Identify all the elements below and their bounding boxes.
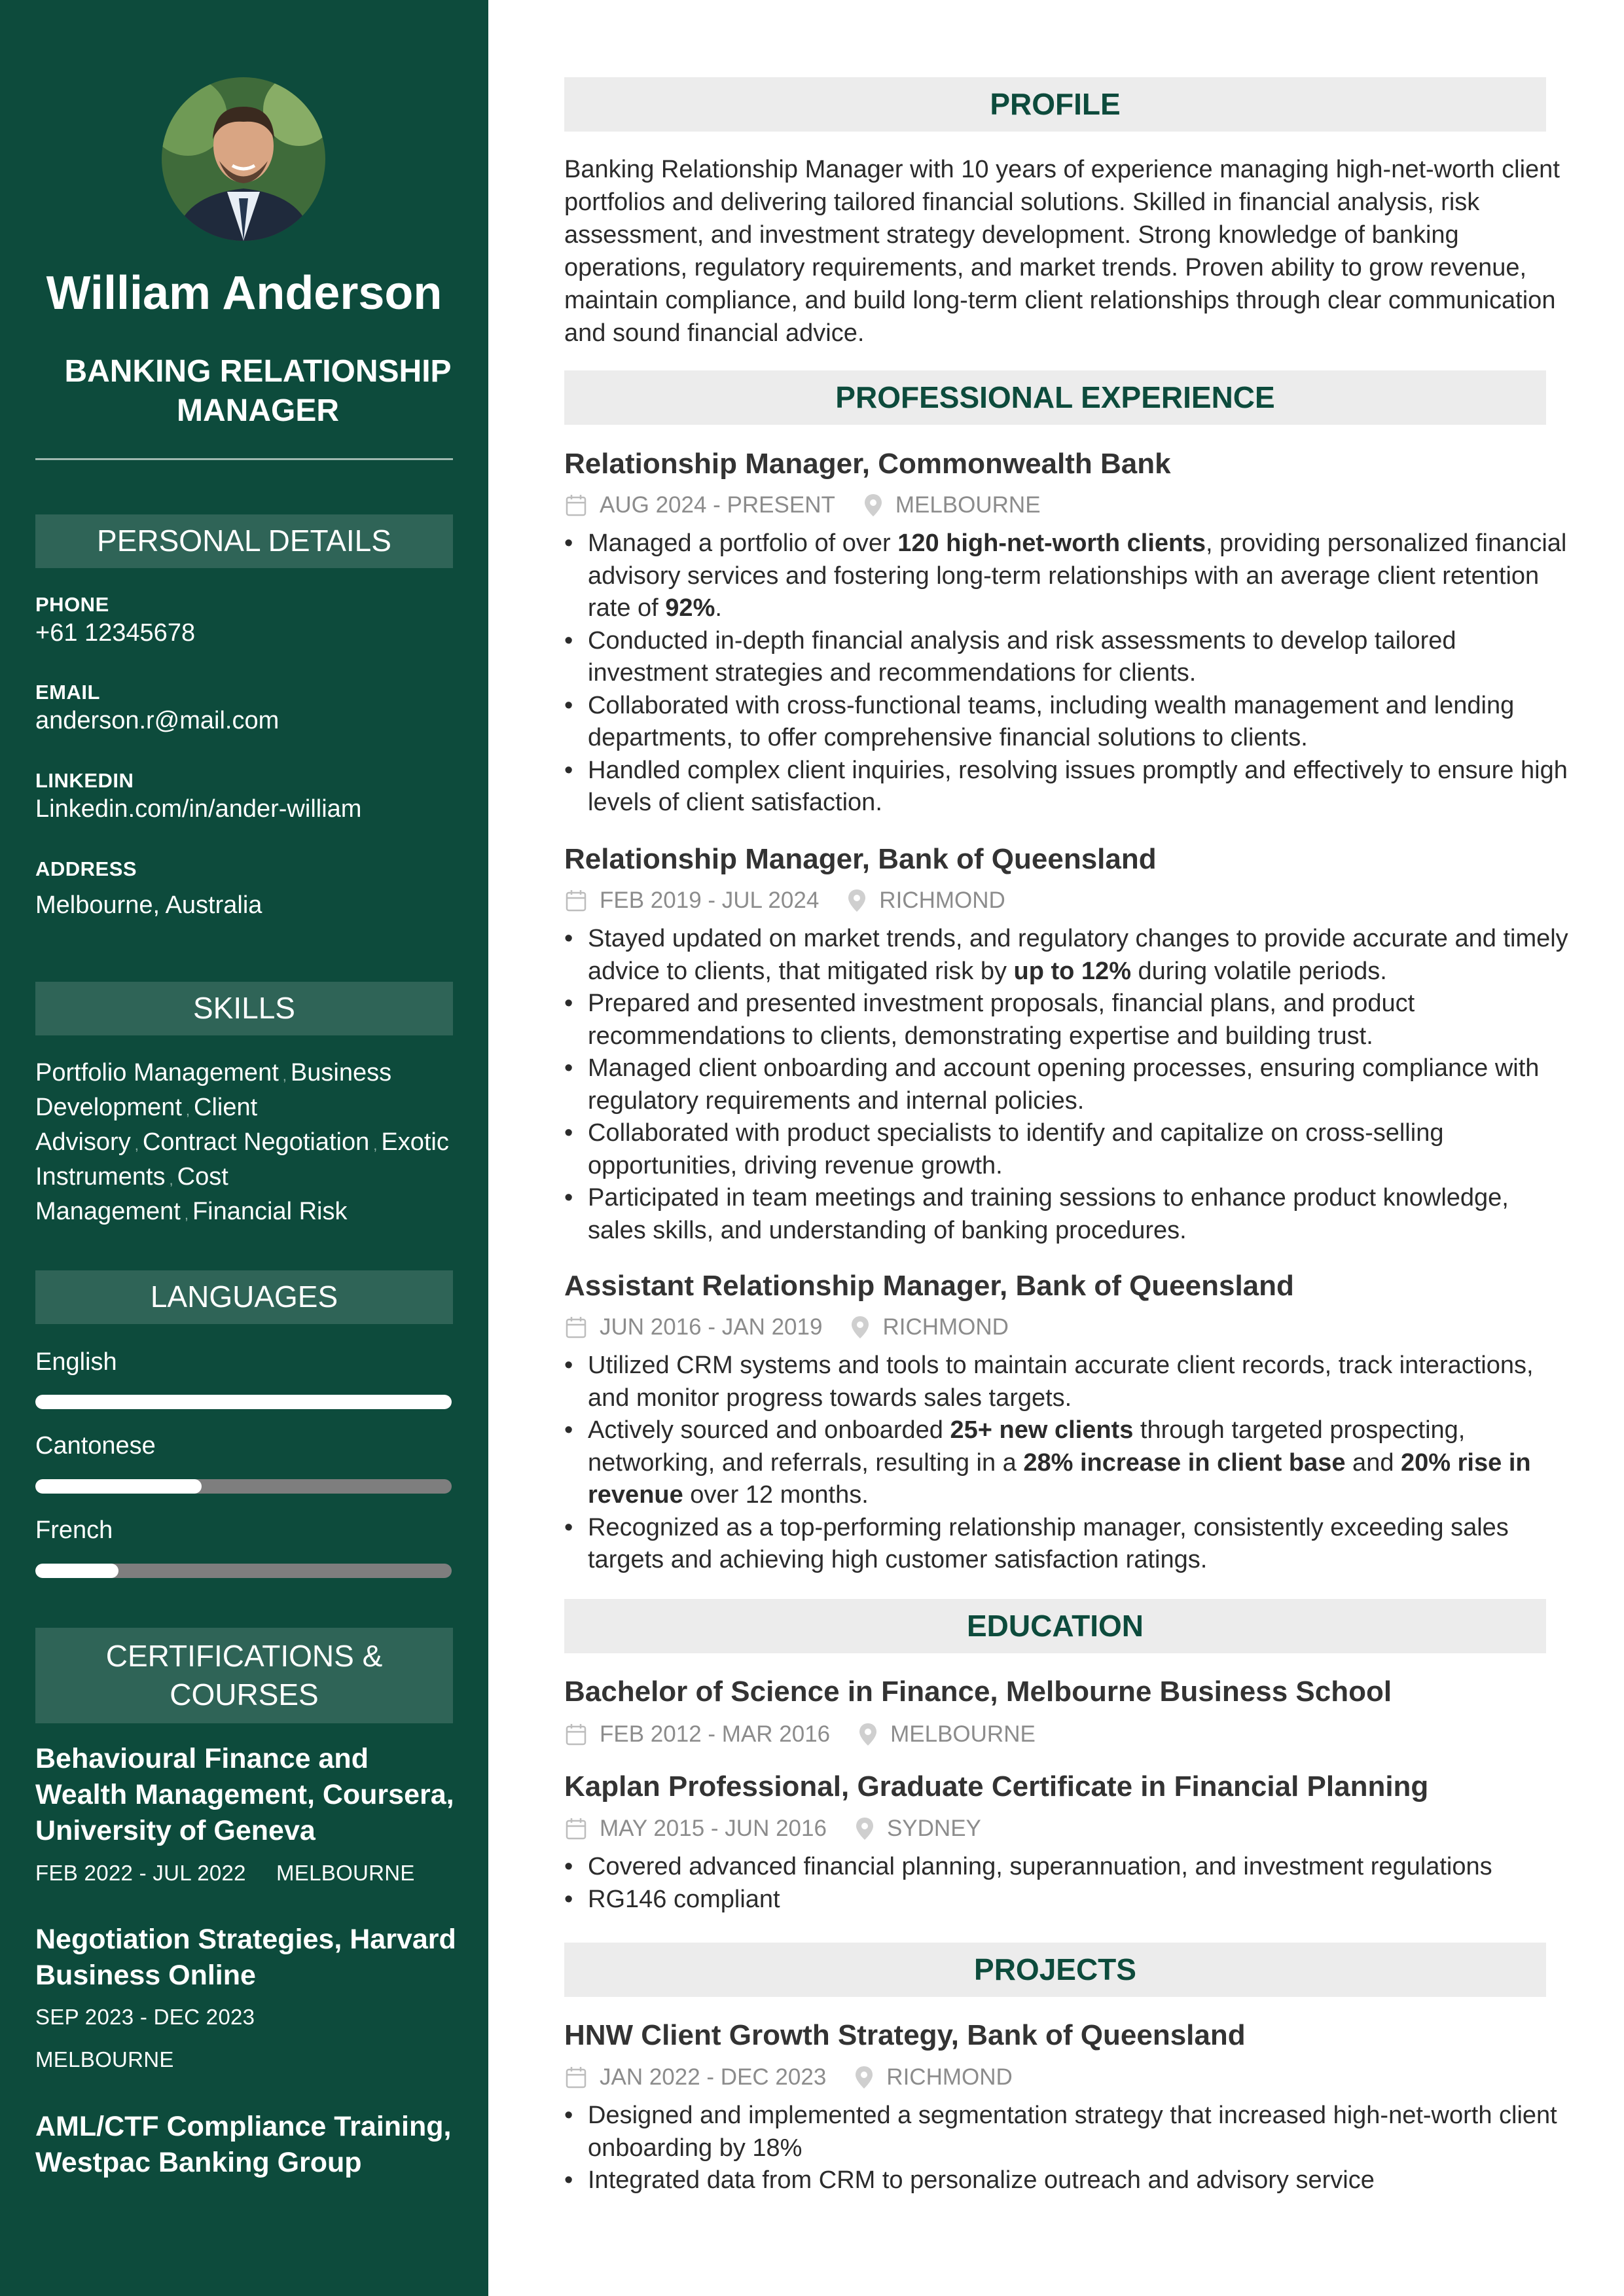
job-location: MELBOURNE — [895, 492, 1041, 518]
job-meta — [566, 492, 1041, 518]
profile-heading: PROFILE — [564, 77, 1546, 132]
job-bullets — [564, 528, 1572, 819]
skill-separator: , — [184, 1206, 189, 1223]
skill-item: Client Advisory — [35, 1094, 258, 1156]
projects-heading: PROJECTS — [564, 1943, 1546, 1997]
bullet-item: • Covered advanced financial planning, superannuation, and investment regulations — [564, 1851, 1572, 1884]
bullet-item: • Actively sourced and onboarded 25+ new clients through targeted prospecting, networking, and referrals, resulting in a 28% increase in client base and 20% rise in revenue over 12 months. — [564, 1414, 1572, 1512]
certifications-heading: CERTIFICATIONS & COURSES — [35, 1628, 453, 1723]
location-pin-icon — [864, 493, 882, 517]
skill-item: Contract Negotiation — [142, 1128, 370, 1156]
sidebar — [0, 0, 488, 2296]
person-title: BANKING RELATIONSHIP MANAGER — [64, 354, 452, 429]
phone-label: PHONE — [35, 593, 109, 616]
bullet-item: • Collaborated with cross-functional teams, including wealth management and lending departments, to offer comprehensive financial solutions to clients. — [564, 690, 1572, 755]
location-pin-icon — [856, 1817, 874, 1840]
address-label: ADDRESS — [35, 857, 137, 880]
bullet-item: • Utilized CRM systems and tools to maintain accurate client records, track interactions, and monitor progress towards sales targets. — [564, 1350, 1572, 1414]
profile-summary: Banking Relationship Manager with 10 years of experience managing high-net-worth client portfolios and delivering tailored financial solutions. Skilled in financial analysis, risk assessment, and investment strategy development. Strong knowledge of banking operations, regulatory requirements, and market trends. Proven ability to grow revenue, maintain compliance, and build long-term client relationships through clear communication and sound financial advice. — [564, 156, 1560, 347]
bullet-item: • Designed and implemented a segmentation strategy that increased high-net-worth client onboarding by 18% — [564, 2100, 1572, 2164]
bullet-item: • Conducted in-depth financial analysis and risk assessments to develop tailored investment strategies and recommendations for clients. — [564, 625, 1572, 690]
job-dates: FEB 2019 - JUL 2024 — [600, 888, 820, 913]
bold-highlight: 20% rise in revenue — [588, 1448, 1531, 1509]
education-title: Bachelor of Science in Finance, Melbourne Business School — [564, 1676, 1392, 1708]
location-pin-icon — [851, 1316, 869, 1339]
education-dates: FEB 2012 - MAR 2016 — [600, 1721, 831, 1747]
job-location: RICHMOND — [882, 1314, 1009, 1340]
language-level-fill — [35, 1479, 202, 1494]
job-bullets — [564, 1350, 1572, 1577]
divider — [35, 458, 453, 460]
education-location: MELBOURNE — [890, 1721, 1036, 1747]
skill-separator: , — [185, 1102, 190, 1119]
phone-value: +61 12345678 — [35, 619, 196, 647]
linkedin-label: LINKEDIN — [35, 769, 134, 792]
skill-item: Exotic Instruments — [35, 1128, 449, 1191]
project-dates: JAN 2022 - DEC 2023 — [600, 2064, 827, 2090]
bold-highlight: 25+ new clients — [950, 1416, 1134, 1444]
bullet-item: • Managed client onboarding and account opening processes, ensuring compliance with regulatory requirements and internal policies. — [564, 1052, 1572, 1117]
language-level-bar — [35, 1395, 452, 1409]
bold-highlight: 120 high-net-worth clients — [897, 529, 1206, 557]
skill-item: Financial Risk — [192, 1198, 348, 1225]
bullet-item: • Managed a portfolio of over 120 high-net-worth clients, providing personalized financial advisory services and fostering long-term relationships with an average client retention rate of 92%. — [564, 528, 1572, 625]
bullet-item: • Collaborated with product specialists to identify and capitalize on cross-selling opportunities, driving revenue growth. — [564, 1117, 1572, 1182]
education-dates: MAY 2015 - JUN 2016 — [600, 1816, 827, 1841]
job-bullets — [564, 923, 1572, 1247]
language-level-fill — [35, 1395, 452, 1409]
location-pin-icon — [848, 889, 866, 912]
education-heading: EDUCATION — [564, 1599, 1546, 1653]
email-value[interactable]: anderson.r@mail.com — [35, 707, 280, 734]
cert-title: Behavioural Finance and Wealth Management, Coursera, University of Geneva — [35, 1743, 454, 1846]
linkedin-value[interactable]: Linkedin.com/in/ander-william — [35, 795, 362, 823]
calendar-icon — [566, 494, 586, 516]
bullet-item: • Participated in team meetings and training sessions to enhance product knowledge, sales skills, and understanding of banking procedures. — [564, 1182, 1572, 1247]
skill-separator: , — [282, 1067, 287, 1084]
education-title: Kaplan Professional, Graduate Certificate in Financial Planning — [564, 1770, 1429, 1803]
calendar-icon — [566, 1723, 586, 1746]
personal-details-heading: PERSONAL DETAILS — [35, 514, 453, 568]
cert-location: MELBOURNE — [35, 2047, 174, 2072]
skill-item: Cost Management — [35, 1163, 228, 1225]
cert-dates: FEB 2022 - JUL 2022 — [35, 1861, 246, 1885]
skills-list — [35, 1057, 454, 1230]
education-bullets — [564, 1851, 1572, 1916]
cert-title: AML/CTF Compliance Training, Westpac Banking Group — [35, 2111, 452, 2178]
calendar-icon — [566, 889, 586, 912]
project-location: RICHMOND — [886, 2064, 1013, 2090]
calendar-icon — [566, 1818, 586, 1840]
language-name: English — [35, 1348, 117, 1376]
language-level-fill — [35, 1564, 118, 1578]
location-pin-icon — [859, 1723, 877, 1746]
calendar-icon — [566, 2066, 586, 2089]
project-meta — [566, 2064, 1013, 2090]
email-label: EMAIL — [35, 681, 100, 704]
avatar — [162, 77, 325, 241]
job-meta — [566, 1314, 1009, 1340]
job-title: Relationship Manager, Commonwealth Bank — [564, 448, 1171, 480]
job-title: Assistant Relationship Manager, Bank of Queensland — [564, 1270, 1294, 1302]
experience-heading: PROFESSIONAL EXPERIENCE — [564, 370, 1546, 425]
bullet-item: • Prepared and presented investment proposals, financial plans, and product recommendations to clients, demonstrating expertise and building trust. — [564, 988, 1572, 1052]
project-bullets — [564, 2100, 1572, 2197]
language-level-bar — [35, 1564, 452, 1578]
skill-item: Portfolio Management — [35, 1059, 279, 1086]
job-meta — [566, 888, 1005, 914]
languages-heading: LANGUAGES — [35, 1270, 453, 1324]
skill-separator: , — [169, 1172, 173, 1188]
skills-heading: SKILLS — [35, 982, 453, 1035]
skill-separator: , — [373, 1137, 378, 1153]
skill-separator: , — [134, 1137, 139, 1153]
location-pin-icon — [855, 2066, 873, 2089]
language-name: French — [35, 1516, 113, 1544]
bullet-item: • RG146 compliant — [564, 1884, 1572, 1916]
person-name: William Anderson — [46, 267, 442, 319]
calendar-icon — [566, 1316, 586, 1338]
job-title: Relationship Manager, Bank of Queensland — [564, 843, 1157, 875]
education-location: SYDNEY — [886, 1816, 981, 1841]
bold-highlight: 92% — [665, 594, 715, 622]
project-title: HNW Client Growth Strategy, Bank of Queensland — [564, 2019, 1246, 2051]
education-meta — [566, 1816, 981, 1842]
address-value: Melbourne, Australia — [35, 891, 262, 919]
education-meta — [566, 1721, 1036, 1748]
job-location: RICHMOND — [879, 888, 1005, 913]
bold-highlight: up to 12% — [1013, 957, 1131, 985]
bullet-item: • Stayed updated on market trends, and regulatory changes to provide accurate and timely advice to clients, that mitigated risk by up to 12% during volatile periods. — [564, 923, 1572, 988]
cert-title: Negotiation Strategies, Harvard Business Online — [35, 1924, 456, 1991]
language-level-bar — [35, 1479, 452, 1494]
job-dates: AUG 2024 - PRESENT — [600, 492, 835, 518]
bullet-item: • Integrated data from CRM to personalize outreach and advisory service — [564, 2164, 1572, 2197]
bold-highlight: 28% increase in client base — [1023, 1448, 1346, 1477]
bullet-item: • Handled complex client inquiries, resolving issues promptly and effectively to ensure high levels of client satisfaction. — [564, 755, 1572, 819]
language-name: Cantonese — [35, 1432, 156, 1460]
profile-photo-icon — [162, 77, 325, 241]
skill-item: Business Development — [35, 1059, 392, 1121]
cert-location: MELBOURNE — [276, 1861, 415, 1885]
bullet-item: • Recognized as a top-performing relationship manager, consistently exceeding sales targets and achieving high customer satisfaction ratings. — [564, 1512, 1572, 1577]
job-dates: JUN 2016 - JAN 2019 — [600, 1314, 823, 1340]
cert-dates: SEP 2023 - DEC 2023 — [35, 2005, 255, 2029]
